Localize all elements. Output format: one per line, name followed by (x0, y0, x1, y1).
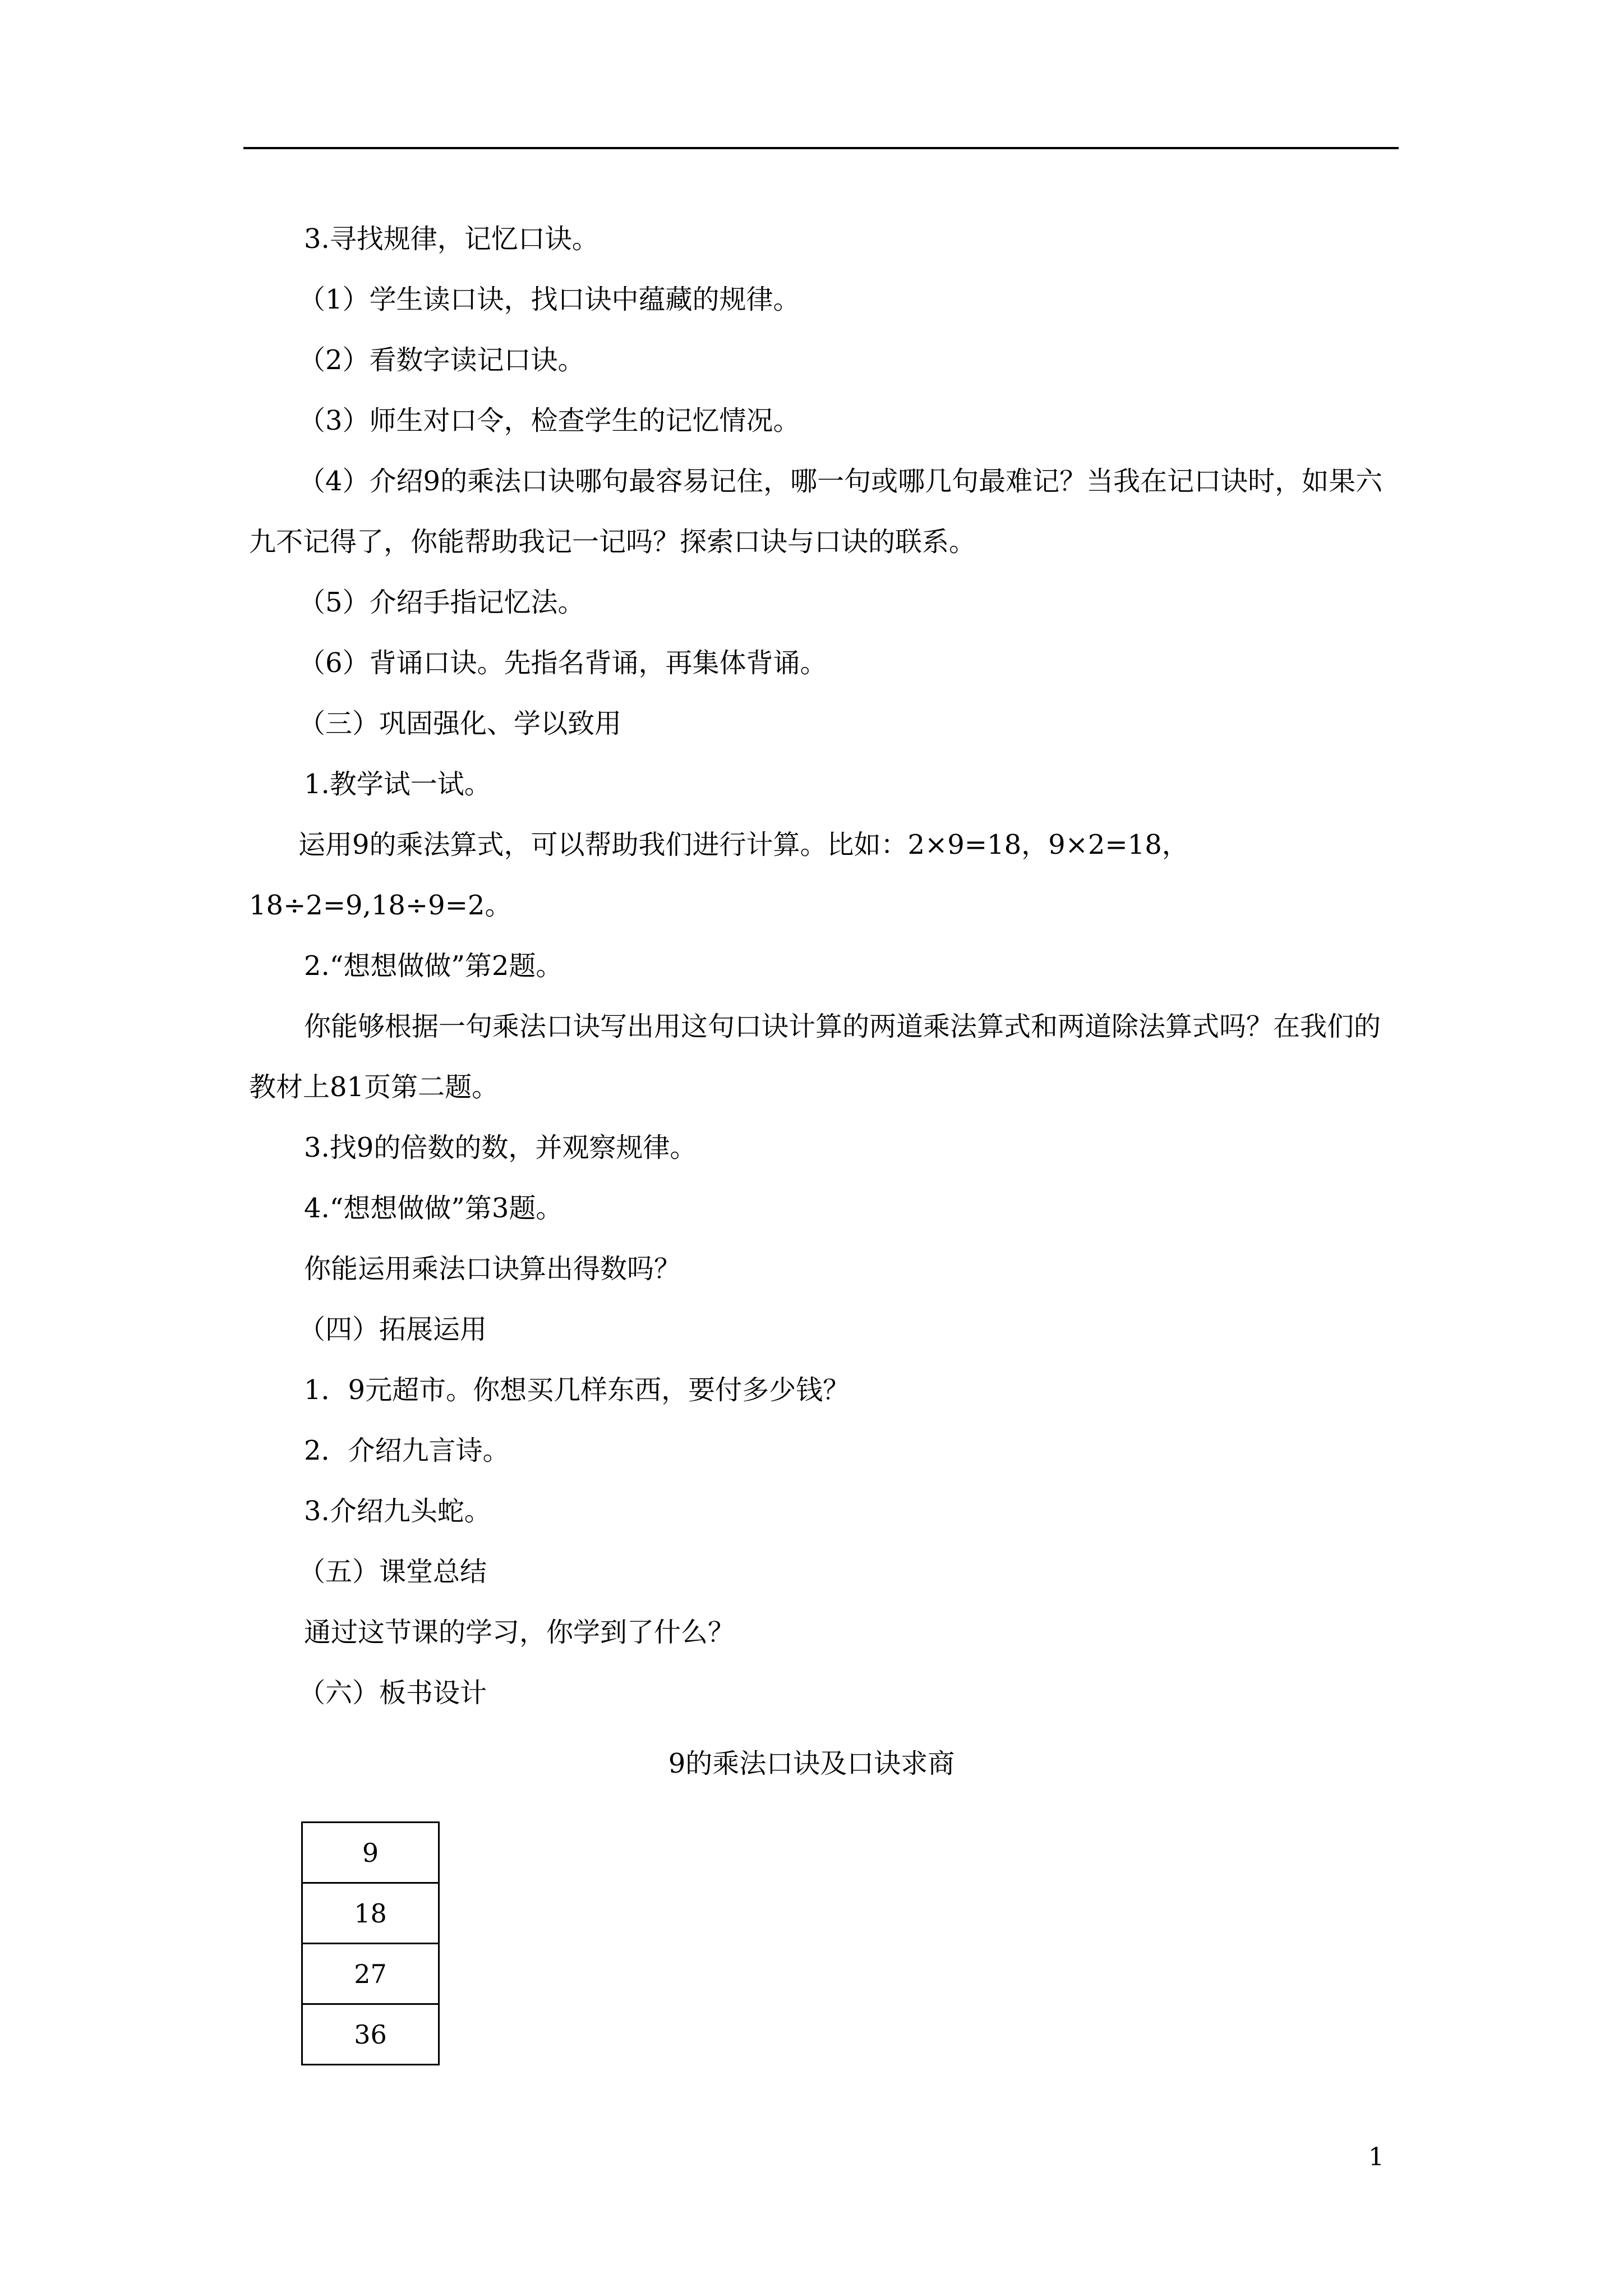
paragraph: 2．介绍九言诗。 (304, 1435, 510, 1466)
table-cell: 18 (302, 1883, 439, 1944)
paragraph: 通过这节课的学习，你学到了什么？ (304, 1617, 735, 1648)
table-cell: 9 (302, 1823, 439, 1883)
section-heading: （六）板书设计 (298, 1677, 487, 1709)
page-number: 1 (1368, 2143, 1384, 2171)
paragraph: （6）背诵口诀。先指名背诵，再集体背诵。 (298, 647, 827, 679)
table-cell: 36 (302, 2004, 439, 2065)
header-rule (243, 147, 1399, 149)
paragraph: 你能运用乘法口诀算出得数吗？ (304, 1253, 681, 1285)
paragraph: 1．9元超市。你想买几样东西，要付多少钱？ (304, 1374, 850, 1406)
paragraph: 你能够根据一句乘法口诀写出用这句口诀计算的两道乘法算式和两道除法算式吗？在我们的教材上81页第二题。 (249, 1011, 1381, 1103)
paragraph: （1）学生读口诀，找口诀中蕴藏的规律。 (298, 284, 800, 315)
paragraph: 4.“想想做做”第3题。 (304, 1193, 563, 1224)
paragraph: （2）看数字读记口诀。 (298, 344, 585, 376)
document-body (249, 209, 1399, 1723)
board-title: 9的乘法口诀及口诀求商 (668, 1748, 955, 1779)
table-row (302, 1883, 439, 1944)
paragraph: （3）师生对口令，检查学生的记忆情况。 (298, 405, 800, 436)
table-cell: 27 (302, 1944, 439, 2004)
paragraph: 1.教学试一试。 (304, 769, 491, 800)
paragraph: 3.介绍九头蛇。 (304, 1496, 491, 1527)
section-heading: （五）课堂总结 (298, 1556, 487, 1588)
section-heading: （四）拓展运用 (298, 1314, 487, 1345)
paragraph: 3.寻找规律，记忆口诀。 (304, 223, 599, 255)
paragraph: 3.找9的倍数的数，并观察规律。 (304, 1132, 697, 1163)
board-table (301, 1821, 440, 2065)
paragraph: 2.“想想做做”第2题。 (304, 950, 563, 982)
paragraph: （5）介绍手指记忆法。 (298, 587, 585, 618)
table-row (302, 1944, 439, 2004)
table-row (302, 1823, 439, 1883)
paragraph: （4）介绍9的乘法口诀哪句最容易记住，哪一句或哪几句最难记？当我在记口诀时，如果六九不记得了，你能帮助我记一记吗？探索口诀与口诀的联系。 (249, 466, 1383, 558)
table-row (302, 2004, 439, 2065)
paragraph: 运用9的乘法算式，可以帮助我们进行计算。比如：2×9=18，9×2=18， 18÷2=9,18÷9=2。 (249, 829, 1189, 921)
section-heading: （三）巩固强化、学以致用 (298, 708, 622, 739)
